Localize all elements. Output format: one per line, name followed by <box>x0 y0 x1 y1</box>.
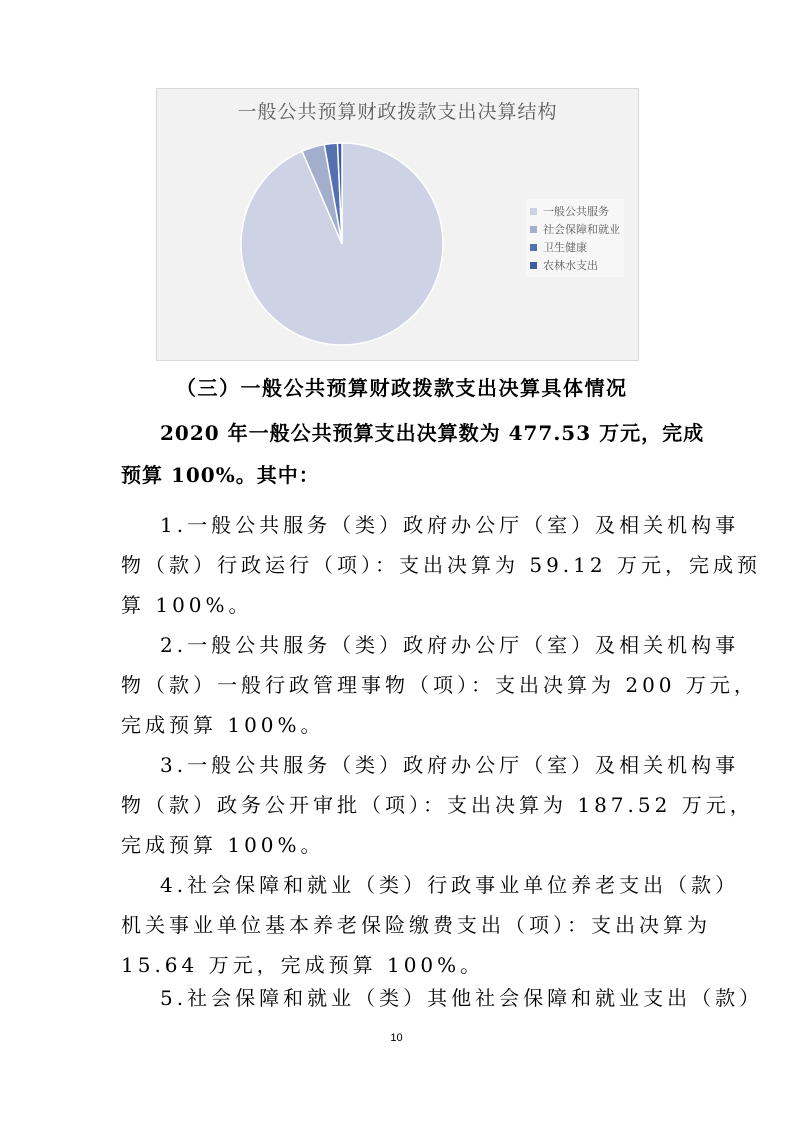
legend-swatch <box>530 226 537 233</box>
legend-swatch <box>530 244 537 251</box>
legend-label: 农林水支出 <box>543 259 598 272</box>
legend-label: 社会保障和就业 <box>543 223 620 236</box>
body-text-line: 2.一般公共服务（类）政府办公厅（室）及相关机构事 <box>160 633 740 657</box>
legend-label: 卫生健康 <box>543 241 587 254</box>
body-text-line: 物（款）政务公开审批（项）：支出决算为 187.52 万元， <box>121 793 754 817</box>
legend-label: 一般公共服务 <box>543 205 609 218</box>
legend-item <box>530 202 620 220</box>
legend-swatch <box>530 262 537 269</box>
body-text-line: 算 100%。 <box>121 593 253 617</box>
pie-chart <box>156 88 639 361</box>
summary-line: 预算 100%。其中： <box>121 463 320 487</box>
chart-legend <box>526 199 624 277</box>
body-text-line: 物（款）一般行政管理事物（项）：支出决算为 200 万元， <box>121 673 758 697</box>
body-text-line: 5.社会保障和就业（类）其他社会保障和就业支出（款） <box>160 986 764 1010</box>
body-text-line: 完成预算 100%。 <box>121 713 325 737</box>
legend-item <box>530 238 620 256</box>
chart-title: 一般公共预算财政拨款支出决算结构 <box>237 101 558 123</box>
page-number: 10 <box>390 1032 403 1044</box>
legend-swatch <box>530 208 537 215</box>
body-text-line: 15.64 万元，完成预算 100%。 <box>121 953 485 977</box>
body-text-line: 机关事业单位基本养老保险缴费支出（项）：支出决算为 <box>121 913 711 937</box>
legend-item <box>530 256 620 274</box>
body-text-line: 3.一般公共服务（类）政府办公厅（室）及相关机构事 <box>160 753 740 777</box>
body-text-line: 1.一般公共服务（类）政府办公厅（室）及相关机构事 <box>160 513 740 537</box>
body-text-line: 物（款）行政运行（项）：支出决算为 59.12 万元，完成预 <box>121 553 761 577</box>
body-text-line: 完成预算 100%。 <box>121 833 325 857</box>
legend-item <box>530 220 620 238</box>
summary-line: 2020 年一般公共预算支出决算数为 477.53 万元，完成 <box>160 421 705 445</box>
body-text-line: 4.社会保障和就业（类）行政事业单位养老支出（款） <box>160 873 740 897</box>
section-heading: （三）一般公共预算财政拨款支出决算具体情况 <box>176 376 628 400</box>
